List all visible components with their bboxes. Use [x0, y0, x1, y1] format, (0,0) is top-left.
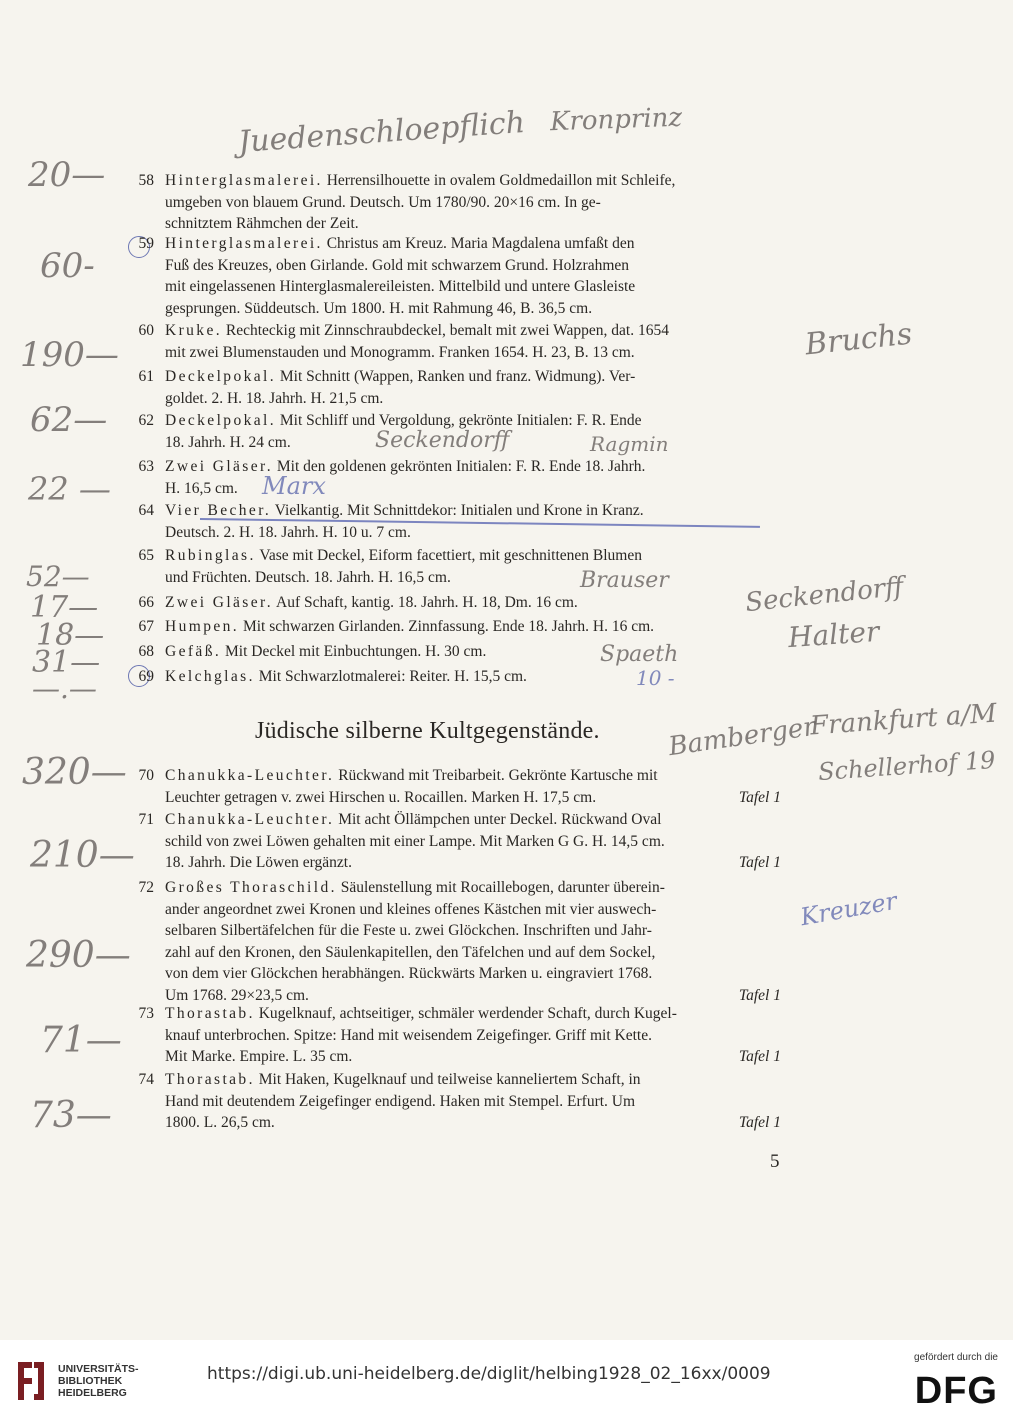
description-line: Humpen. Mit schwarzen Girlanden. Zinnfassung. Ende 18. Jahrh. H. 16 cm. — [165, 618, 655, 635]
lot-description — [165, 320, 789, 363]
lot-description — [165, 641, 789, 663]
handwritten-buyer: Seckendorff — [375, 428, 510, 453]
lot-description — [165, 233, 789, 319]
description-line: von dem vier Glöckchen herabhängen. Rückwärts Marken u. eingraviert 1768. — [165, 965, 653, 982]
lot-description — [165, 545, 789, 588]
description-line: und Früchten. Deutsch. 18. Jahrh. H. 16,5 cm. — [165, 568, 451, 586]
description-line: Gefäß. Mit Deckel mit Einbuchtungen. H. 30 cm. — [165, 643, 487, 660]
description-line: mit zwei Blumenstauden und Monogramm. Franken 1654. H. 23, B. 13 cm. — [165, 343, 635, 361]
lot-description — [165, 616, 789, 638]
description-line: Thorastab. Mit Haken, Kugelknauf und teilweise kanneliertem Schaft, in — [165, 1071, 641, 1088]
handwritten-price: 190— — [20, 335, 119, 375]
catalog-entry — [128, 809, 794, 875]
description-line: mit eingelassenen Hinterglasmalereileisten. Mittelbild und untere Glasleiste — [165, 278, 636, 295]
description-line: Leuchter getragen v. zwei Hirschen u. Rocaillen. Marken H. 17,5 cm. Tafel 1 — [165, 787, 789, 809]
description-line: schild von zwei Löwen gehalten mit einer Lampe. Mit Marken G G. H. 14,5 cm. — [165, 832, 665, 850]
handwritten-price: 62— — [30, 400, 108, 440]
catalog-entry — [128, 456, 794, 500]
lot-description — [165, 666, 789, 688]
lot-description — [165, 456, 789, 499]
handwritten-price: 22 — — [28, 470, 111, 508]
permalink-url[interactable]: https://digi.ub.uni-heidelberg.de/diglit/helbing1928_02_16xx/0009 — [207, 1364, 771, 1384]
catalog-entry — [128, 410, 794, 454]
description-line: Kruke. Rechteckig mit Zinnschraubdeckel, bemalt mit zwei Wappen, dat. 1654 — [165, 322, 669, 339]
lot-description — [165, 170, 789, 235]
handwritten-price: 60- — [40, 246, 95, 286]
lot-number: 67 — [138, 618, 154, 635]
description-line: Kelchglas. Mit Schwarzlotmalerei: Reiter. H. 15,5 cm. — [165, 668, 527, 685]
description-line: knauf unterbrochen. Spitze: Hand mit weisendem Zeigefinger. Griff mit Kette. — [165, 1026, 652, 1044]
plate-reference: Tafel 1 — [738, 1114, 781, 1131]
handwritten-price: 31— — [32, 645, 101, 680]
handwritten-buyer: Bamberger — [666, 711, 818, 763]
description-line: Chanukka-Leuchter. Rückwand mit Treibarbeit. Gekrönte Kartusche mit — [165, 767, 658, 784]
handwritten-buyer: Bruchs — [803, 316, 914, 363]
lot-number: 60 — [138, 322, 154, 339]
description-line: Fuß des Kreuzes, oben Girlande. Gold mit schwarzem Grund. Holzrahmen — [165, 256, 630, 274]
lot-description — [165, 500, 789, 543]
description-line: zahl auf den Kronen, den Säulenkapitellen, den Täfelchen und auf dem Sockel, — [165, 943, 656, 961]
description-line: Zwei Gläser. Mit den goldenen gekrönten Initialen: F. R. Ende 18. Jahrh. — [165, 458, 646, 475]
catalog-entry — [128, 666, 794, 688]
lot-number: 68 — [138, 643, 154, 660]
description-line: H. 16,5 cm. — [165, 479, 238, 497]
handwritten-price: 73— — [30, 1095, 112, 1136]
plate-reference: Tafel 1 — [738, 854, 781, 871]
handwritten-price: 18— — [36, 618, 105, 653]
description-line: 18. Jahrh. Die Löwen ergänzt. Tafel 1 — [165, 852, 789, 874]
lot-number: 63 — [138, 458, 154, 475]
handwritten-buyer: Seckendorff — [743, 571, 905, 619]
handwritten-price: 320— — [22, 752, 127, 793]
handwritten-buyer: 10 - — [636, 666, 675, 690]
description-line: Thorastab. Kugelknauf, achtseitiger, schmäler werdender Schaft, durch Kugel- — [165, 1005, 677, 1022]
catalog-entry — [128, 170, 794, 236]
description-line: 18. Jahrh. H. 24 cm. — [165, 433, 291, 451]
plate-reference: Tafel 1 — [738, 788, 781, 806]
lot-description — [165, 366, 789, 409]
catalog-entry — [128, 592, 794, 614]
lot-number: 66 — [138, 594, 154, 611]
page-number: 5 — [770, 1151, 780, 1172]
handwritten-buyer: Spaeth — [600, 642, 679, 667]
catalog-entry — [128, 641, 794, 663]
dfg-logo: DFG — [914, 1370, 998, 1412]
description-line: Rubinglas. Vase mit Deckel, Eiform facettiert, mit geschnittenen Blumen — [165, 547, 642, 564]
handwritten-buyer: Schellerhof 19 — [817, 745, 997, 787]
handwritten-buyer: Frankfurt a/M — [809, 698, 998, 742]
description-line: Vier Becher. Vielkantig. Mit Schnittdekor: Initialen und Krone in Kranz. — [165, 502, 644, 519]
description-line: Deckelpokal. Mit Schliff und Vergoldung, gekrönte Initialen: F. R. Ende — [165, 412, 642, 429]
lot-number: 59 — [138, 235, 154, 252]
handwritten-buyer: Kreuzer — [798, 886, 900, 932]
lot-number: 72 — [138, 879, 154, 896]
handwritten-note-top-right: Kronprinz — [549, 102, 683, 138]
description-line: gesprungen. Süddeutsch. Um 1800. H. mit Rahmung 46, B. 36,5 cm. — [165, 299, 593, 317]
description-line: umgeben von blauem Grund. Deutsch. Um 1780/90. 20×16 cm. In ge- — [165, 193, 601, 211]
lot-description — [165, 877, 789, 1006]
description-line: Mit Marke. Empire. L. 35 cm. Tafel 1 — [165, 1046, 789, 1068]
lot-number: 74 — [138, 1071, 154, 1088]
catalog-entry — [128, 320, 794, 364]
plate-reference: Tafel 1 — [738, 1048, 781, 1065]
description-line: Hinterglasmalerei. Herrensilhouette in ovalem Goldmedaillon mit Schleife, — [165, 172, 676, 189]
catalog-entry — [128, 765, 794, 809]
lot-description — [165, 765, 789, 808]
handwritten-note-top-left: Juedenschloepflich — [237, 105, 527, 160]
catalog-entry — [128, 366, 794, 410]
handwritten-price: 210— — [30, 835, 135, 876]
lot-number: 71 — [138, 811, 154, 828]
description-line: selbaren Silbertäfelchen für die Feste u. zwei Glöckchen. Inschriften und Jahr- — [165, 922, 652, 939]
handwritten-buyer: Brauser — [580, 568, 669, 593]
description-line: ander angeordnet zwei Kronen und kleines offenes Kästchen mit vier auswech- — [165, 900, 657, 918]
university-name: UNIVERSITÄTS- BIBLIOTHEK HEIDELBERG — [58, 1363, 139, 1399]
handwritten-buyer: Halter — [786, 614, 881, 655]
plate-reference: Tafel 1 — [738, 986, 781, 1004]
handwritten-price: 20— — [28, 155, 106, 195]
description-line: Zwei Gläser. Auf Schaft, kantig. 18. Jahrh. H. 18, Dm. 16 cm. — [165, 594, 578, 611]
lot-number: 65 — [138, 547, 154, 564]
lot-description — [165, 592, 789, 614]
handwritten-price: —.— — [32, 672, 97, 705]
description-line: goldet. 2. H. 18. Jahrh. H. 21,5 cm. — [165, 389, 384, 407]
handwritten-price: 71— — [40, 1020, 122, 1061]
catalog-entry — [128, 500, 794, 544]
catalog-entry — [128, 233, 794, 321]
lot-description — [165, 1003, 789, 1068]
handwritten-price: 290— — [26, 935, 131, 976]
section-title: Jüdische silberne Kultgegenstände. — [255, 718, 600, 744]
university-logo-icon — [14, 1358, 48, 1404]
handwritten-price: 17— — [30, 590, 99, 625]
lot-number: 70 — [138, 767, 154, 784]
description-line: Hand mit deutendem Zeigefinger endigend. Haken mit Stempel. Erfurt. Um — [165, 1092, 636, 1110]
lot-description — [165, 410, 789, 453]
description-line: Deutsch. 2. H. 18. Jahrh. H. 10 u. 7 cm. — [165, 523, 411, 541]
description-line: Chanukka-Leuchter. Mit acht Öllämpchen unter Deckel. Rückwand Oval — [165, 811, 662, 828]
handwritten-buyer: Ragmin — [590, 432, 669, 456]
catalog-entry — [128, 877, 794, 1009]
description-line: schnitztem Rähmchen der Zeit. — [165, 215, 359, 232]
lot-number: 69 — [138, 668, 154, 685]
funded-by-label: gefördert durch die — [914, 1352, 998, 1363]
description-line: Um 1768. 29×23,5 cm. Tafel 1 — [165, 985, 789, 1007]
catalog-entry — [128, 1069, 794, 1135]
lot-number: 61 — [138, 368, 154, 385]
catalog-entry — [128, 1003, 794, 1069]
catalog-entry — [128, 545, 794, 589]
footer-bar — [0, 1340, 1013, 1421]
description-line: Hinterglasmalerei. Christus am Kreuz. Maria Magdalena umfaßt den — [165, 235, 635, 252]
handwritten-buyer: Marx — [262, 472, 326, 500]
catalog-entry — [128, 616, 794, 638]
lot-description — [165, 809, 789, 874]
lot-number: 62 — [138, 412, 154, 429]
description-line: Großes Thoraschild. Säulenstellung mit Rocaillebogen, darunter überein- — [165, 879, 665, 896]
handwritten-price: 52— — [26, 560, 90, 593]
lot-description — [165, 1069, 789, 1134]
lot-number: 73 — [138, 1005, 154, 1022]
description-line: Deckelpokal. Mit Schnitt (Wappen, Ranken und franz. Widmung). Ver- — [165, 368, 636, 385]
lot-number: 64 — [138, 502, 154, 519]
description-line: 1800. L. 26,5 cm. Tafel 1 — [165, 1112, 789, 1134]
lot-number: 58 — [138, 172, 154, 189]
